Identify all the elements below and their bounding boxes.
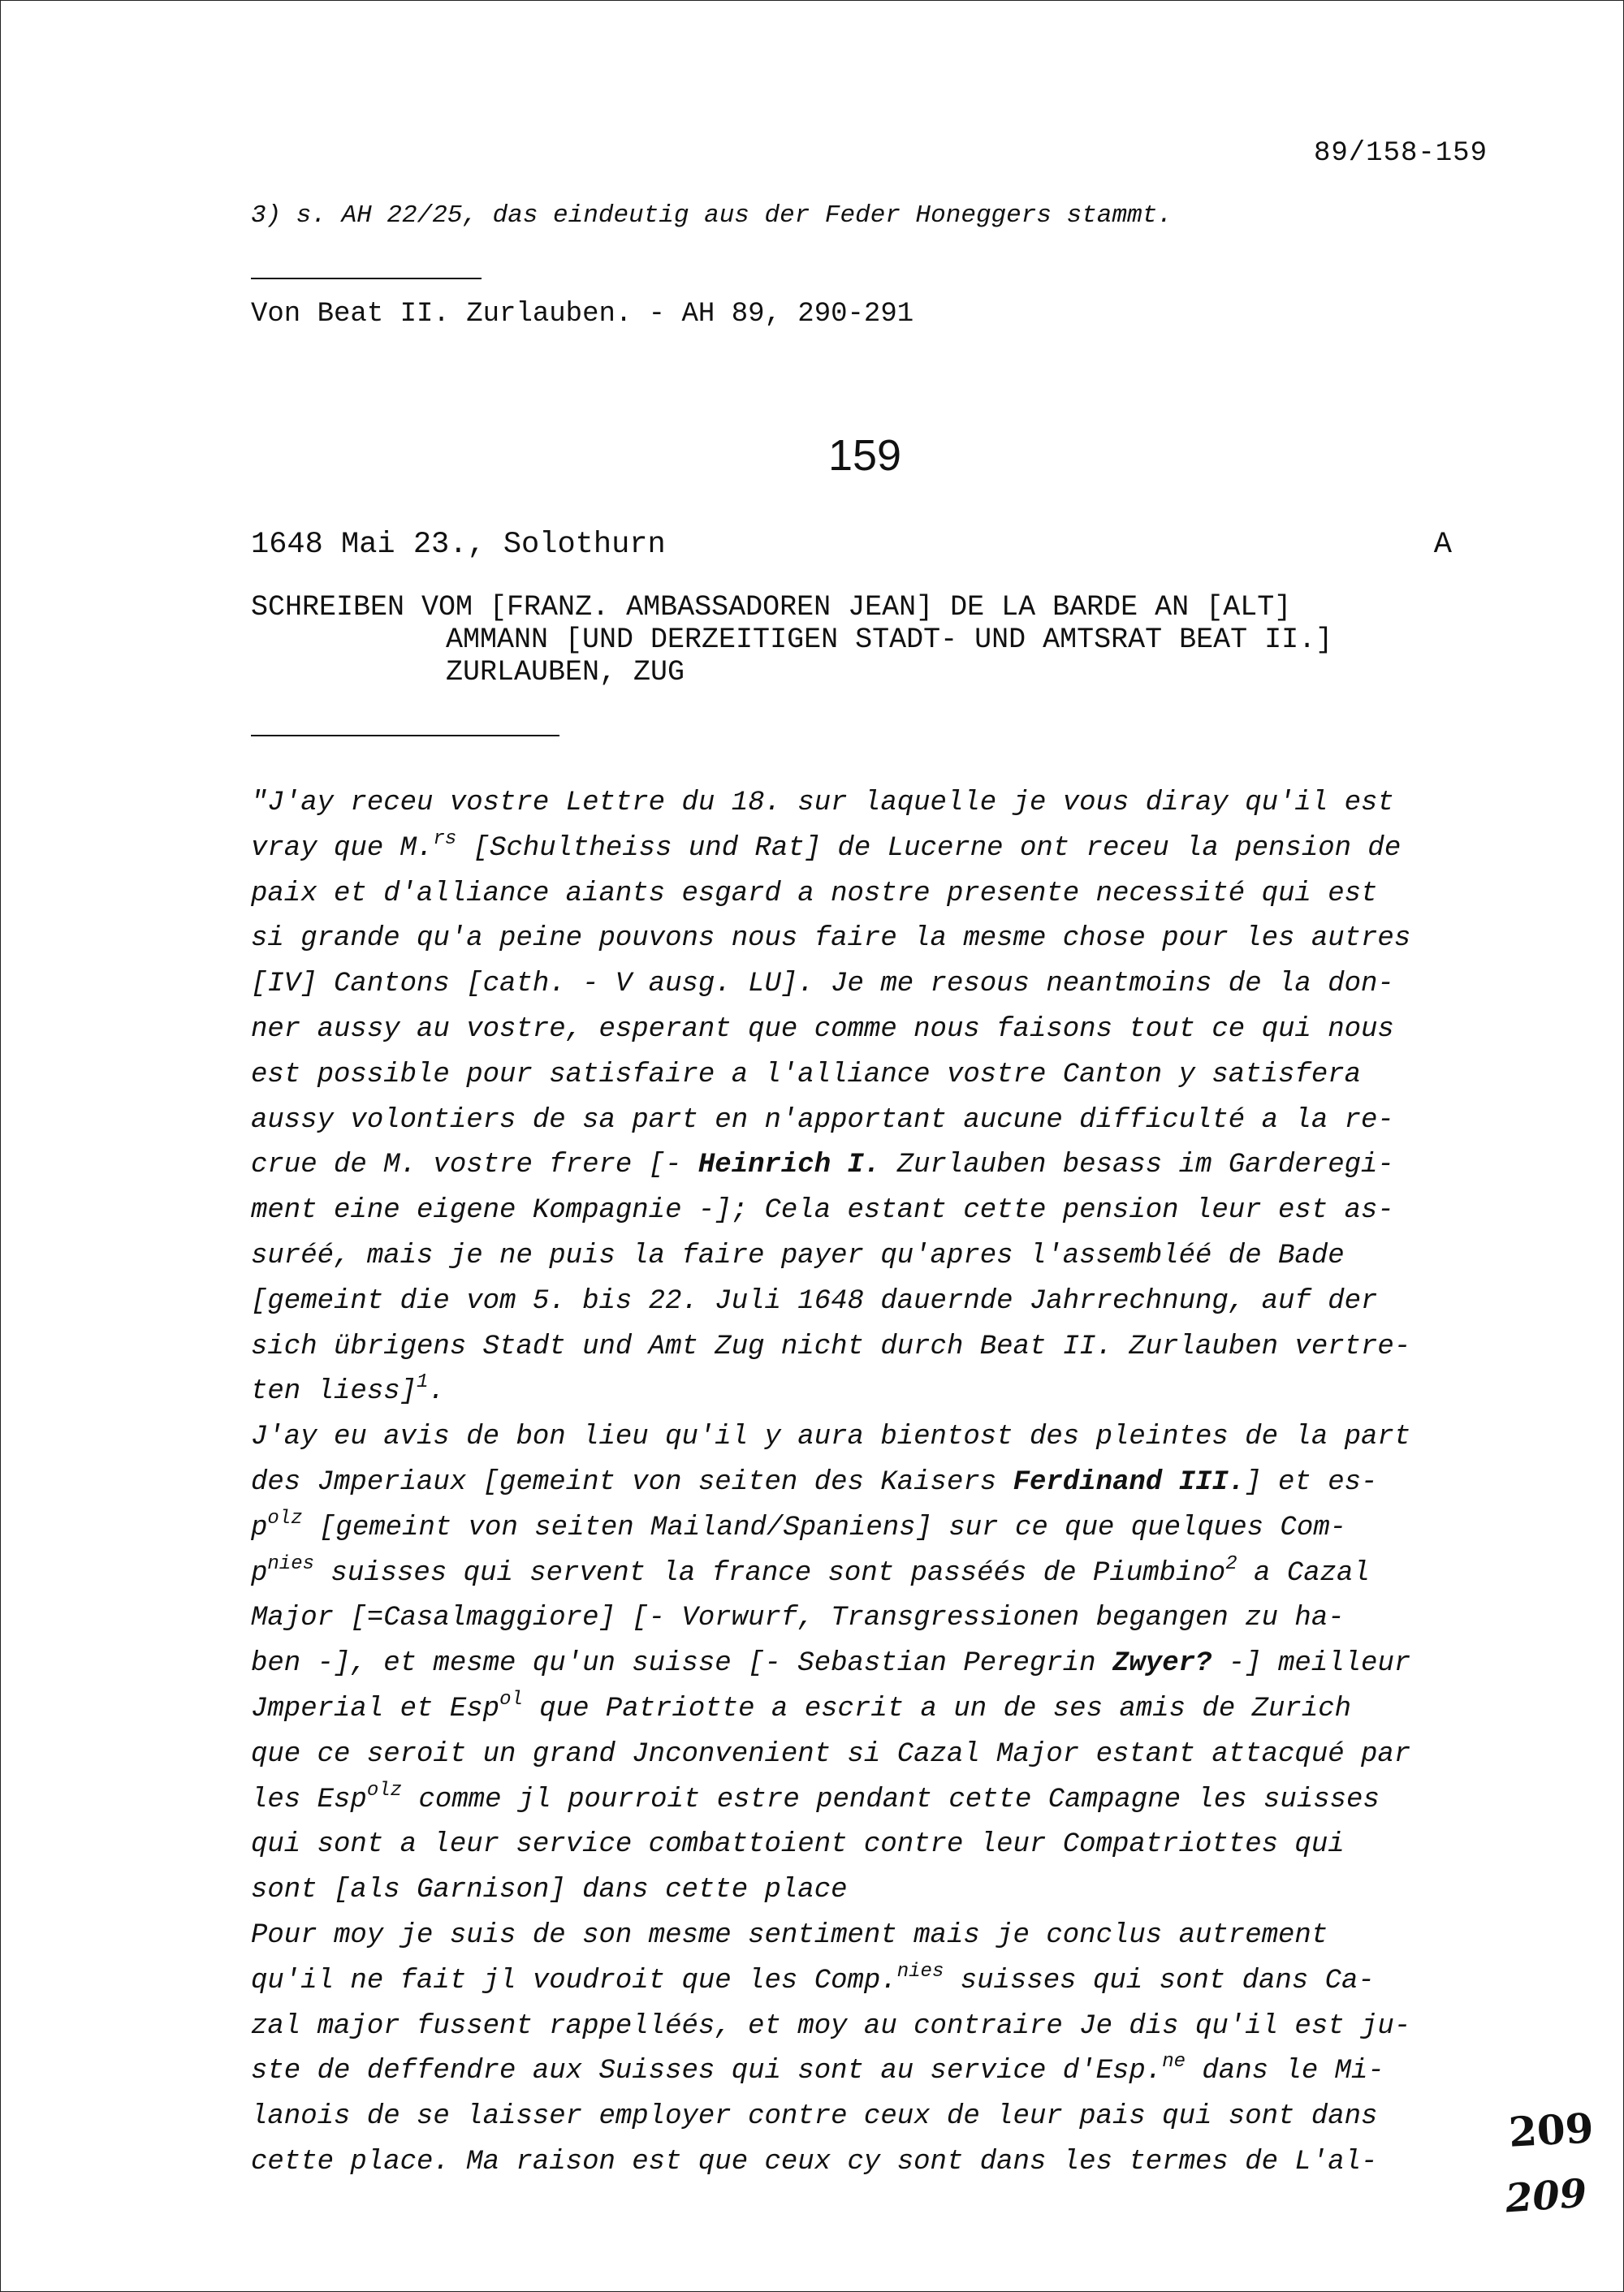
body-text: -] meilleur [1212,1648,1411,1680]
separator-rule [251,735,559,736]
superscript: rs [433,827,457,850]
body-text: ] et es- [1245,1466,1378,1498]
body-line [251,872,1501,917]
person-name: Heinrich I. [698,1150,881,1181]
body-line [251,1234,1501,1280]
body-line [251,917,1501,962]
page-reference: 89/158-159 [1313,138,1488,169]
body-line [251,1868,1501,1914]
body-text: p [251,1512,268,1543]
body-text: Major [=Casalmaggiore] [- Vorwurf, Transgressionen begangen zu ha- [251,1603,1345,1634]
body-line [251,1008,1501,1053]
body-line [251,1959,1501,2005]
body-text: ste de deffendre aux Suisses qui sont au service d'Esp. [251,2056,1163,2087]
body-text: les Esp [251,1784,367,1815]
superscript: ol [499,1688,523,1711]
body-line [251,1415,1501,1461]
body-text: aussy volontiers de sa part en n'apportant aucune difficulté a la re- [251,1104,1394,1136]
body-text: "J'ay receu vostre Lettre du 18. sur laquelle je vous diray qu'il est [251,788,1394,818]
body-text: cette place. Ma raison est que ceux cy sont dans les termes de L'al- [251,2146,1378,2178]
body-line [251,1596,1501,1642]
body-line [251,1370,1501,1415]
superscript: olz [366,1779,403,1802]
body-line [251,1778,1501,1824]
body-line [251,1189,1501,1234]
body-text: ment eine eigene Kompagnie -]; Cela estant cette pension leur est as- [251,1195,1394,1227]
body-text: sich übrigens Stadt und Amt Zug nicht durch Beat II. Zurlauben vertre- [251,1331,1411,1362]
body-line [251,2005,1501,2050]
body-line [251,962,1501,1008]
superscript: nies [896,1960,944,1983]
letter-body [251,781,1501,2186]
body-line [251,1143,1501,1189]
superscript: nies [267,1552,315,1575]
body-line [251,1552,1501,1597]
handwritten-page-number: 209 [1507,2104,1595,2156]
footnote-marker: 2 [1225,1552,1237,1575]
body-text: vray que M. [251,832,434,864]
handwritten-page-number: 209 [1503,2170,1588,2222]
document-number: 159 [827,431,902,480]
body-text: comme jl pourroit estre pendant cette Campagne les suisses [402,1784,1380,1815]
body-text: zal major fussent rappelléés, et moy au contraire Je dis qu'il est ju- [251,2010,1411,2042]
body-text: que Patriotte a escrit a un de ses amis de Zurich [522,1693,1352,1724]
body-line [251,1325,1501,1370]
body-text: suréé, mais je ne puis la faire payer qu'apres l'assembléé de Bade [251,1240,1345,1271]
body-line [251,1280,1501,1325]
body-text: qu'il ne fait jl voudroit que les Comp. [251,1965,897,1996]
body-line [251,1506,1501,1552]
body-text: paix et d'alliance aiants esgard a nostre presente necessité qui est [251,878,1378,909]
body-text: ner aussy au vostre, esperant que comme nous faisons tout ce qui nous [251,1013,1394,1045]
person-name: Zwyer? [1112,1648,1212,1680]
body-text: si grande qu'a peine pouvons nous faire la mesme chose pour les autres [251,923,1411,955]
body-text: suisses qui sont dans Ca- [944,1965,1375,1996]
body-line [251,2049,1501,2095]
body-text: lanois de se laisser employer contre ceux de leur pais qui sont dans [251,2101,1378,2133]
footnote-marker: 1 [417,1371,429,1394]
body-text: ten liess] [251,1376,417,1408]
body-text: . [428,1376,445,1408]
source-line: Von Beat II. Zurlauben. - AH 89, 290-291 [251,299,914,330]
body-text: p [251,1557,268,1589]
regest-line: SCHREIBEN VOM [FRANZ. AMBASSADOREN JEAN] DE LA BARDE AN [ALT] [251,591,1292,624]
superscript: ne [1162,2051,1186,2074]
body-text: [IV] Cantons [cath. - V ausg. LU]. Je me resous neantmoins de la don- [251,969,1394,1000]
body-text: que ce seroit un grand Jnconvenient si Cazal Major estant attacqué par [251,1738,1411,1770]
body-text: J'ay eu avis de bon lieu qu'il y aura bientost des pleintes de la part [251,1422,1411,1453]
regest-line: ZURLAUBEN, ZUG [446,656,685,688]
body-line [251,1461,1501,1506]
body-text: sont [als Garnison] dans cette place [251,1875,848,1906]
regest-line: AMMANN [UND DERZEITIGEN STADT- UND AMTSRAT BEAT II.] [446,624,1333,656]
body-text: qui sont a leur service combattoient contre leur Compatriottes qui [251,1829,1345,1861]
body-line [251,781,1501,827]
body-text: est possible pour satisfaire a l'alliance vostre Canton y satisfera [251,1059,1362,1090]
body-line [251,1687,1501,1733]
body-text: [Schultheiss und Rat] de Lucerne ont receu la pension de [456,832,1402,864]
body-line [251,1733,1501,1778]
date-place: 1648 Mai 23., Solothurn [251,528,666,562]
body-text: Zurlauben besass im Garderegi- [880,1150,1394,1181]
body-line [251,1099,1501,1144]
body-text: a Cazal [1237,1557,1370,1589]
body-line [251,1642,1501,1687]
footnote: 3) s. AH 22/25, das eindeutig aus der Feder Honeggers stammt. [251,201,1173,230]
person-name: Ferdinand III. [1013,1466,1246,1498]
body-line [251,2095,1501,2140]
body-line [251,1914,1501,1959]
body-line [251,1823,1501,1868]
document-type: A [1433,528,1452,562]
body-text: crue de M. vostre frere [- [251,1150,698,1181]
body-text: dans le Mi- [1186,2056,1384,2087]
body-line [251,1053,1501,1099]
body-text: [gemeint die vom 5. bis 22. Juli 1648 dauernde Jahrrechnung, auf der [251,1285,1378,1317]
body-line [251,2140,1501,2186]
body-text: des Jmperiaux [gemeint von seiten des Kaisers [251,1466,1013,1498]
superscript: olz [267,1507,303,1530]
body-text: Jmperial et Esp [251,1693,500,1724]
body-line [251,827,1501,872]
separator-rule [251,278,482,279]
body-text: ben -], et mesme qu'un suisse [- Sebastian Peregrin [251,1648,1112,1680]
body-text: Pour moy je suis de son mesme sentiment mais je conclus autrement [251,1919,1328,1951]
body-text: suisses qui servent la france sont passéés de Piumbino [314,1557,1226,1589]
regest [251,591,1493,688]
body-text: [gemeint von seiten Mailand/Spaniens] sur ce que quelques Com- [302,1512,1347,1543]
